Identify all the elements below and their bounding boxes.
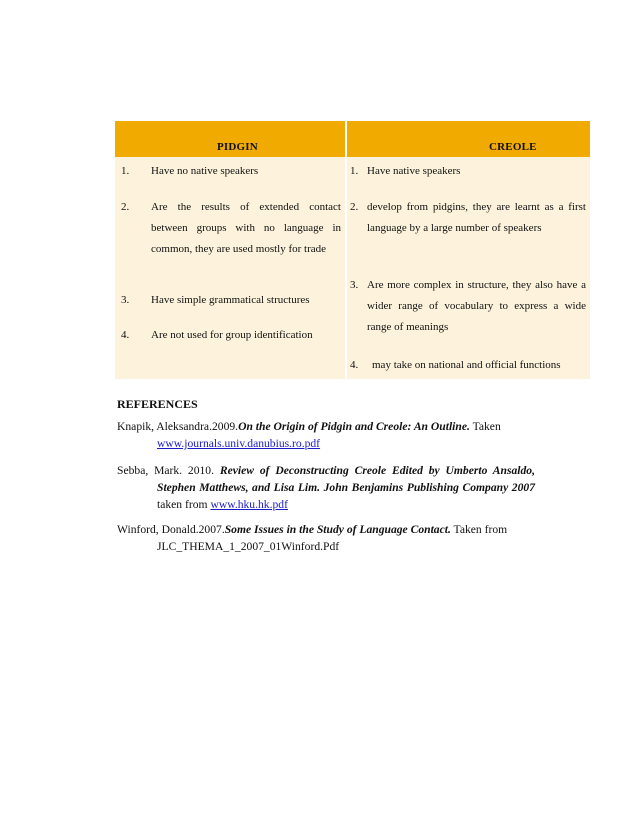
comparison-table [115, 121, 590, 379]
reference-author: Knapik, Aleksandra.2009. [117, 420, 239, 433]
pidgin-column [115, 157, 345, 379]
pidgin-item-text: Have simple grammatical structures [151, 294, 310, 306]
creole-item-number: 3. [350, 279, 359, 291]
creole-item-text: may take on national and official functions [372, 359, 561, 371]
creole-column [347, 157, 590, 379]
reference-title: On the Origin of Pidgin and Creole: An Outline. [238, 420, 470, 433]
creole-item-number: 2. [350, 201, 359, 213]
creole-item-text: develop from pidgins, they are learnt as a first language by a large number of speakers [367, 201, 586, 234]
pidgin-item-text: Are the results of extended contact between groups with no language in common, they are used mostly for trade [151, 201, 341, 255]
pidgin-item-number: 2. [121, 201, 130, 213]
reference-author: Winford, Donald.2007. [117, 523, 225, 536]
pidgin-item-text: Have no native speakers [151, 165, 259, 177]
reference-title: Some Issues in the Study of Language Contact. [224, 523, 451, 536]
creole-header [347, 121, 590, 157]
reference-entry [117, 521, 535, 555]
reference-file: JLC_THEMA_1_2007_01Winford.Pdf [157, 540, 340, 553]
reference-entry [117, 418, 535, 452]
reference-entry [117, 462, 535, 513]
references-heading: REFERENCES [117, 397, 198, 411]
pidgin-item-number: 3. [121, 294, 130, 306]
pidgin-item-text: Are not used for group identification [151, 329, 313, 341]
reference-suffix: Taken [469, 420, 501, 433]
reference-author: Sebba, Mark. 2010. [117, 464, 220, 477]
reference-title: Review of Deconstructing Creole Edited by Umberto Ansaldo, Stephen Matthews, and Lisa Lim. John Benjamins Publishing Company 2007 [157, 464, 535, 494]
reference-suffix: Taken from [450, 523, 508, 536]
creole-item-number: 4. [350, 359, 359, 371]
creole-item-number: 1. [350, 165, 359, 177]
creole-item-text: Are more complex in structure, they also have a wider range of vocabulary to express a wide range of meanings [367, 279, 586, 333]
reference-link[interactable]: www.journals.univ.danubius.ro.pdf [157, 437, 321, 450]
reference-suffix: taken from [157, 498, 211, 511]
reference-link[interactable]: www.hku.hk.pdf [210, 498, 288, 511]
creole-header-label: CREOLE [489, 141, 537, 153]
pidgin-header-label: PIDGIN [217, 141, 258, 153]
creole-item-text: Have native speakers [367, 165, 461, 177]
pidgin-header [115, 121, 345, 157]
pidgin-item-number: 4. [121, 329, 130, 341]
pidgin-item-number: 1. [121, 165, 130, 177]
